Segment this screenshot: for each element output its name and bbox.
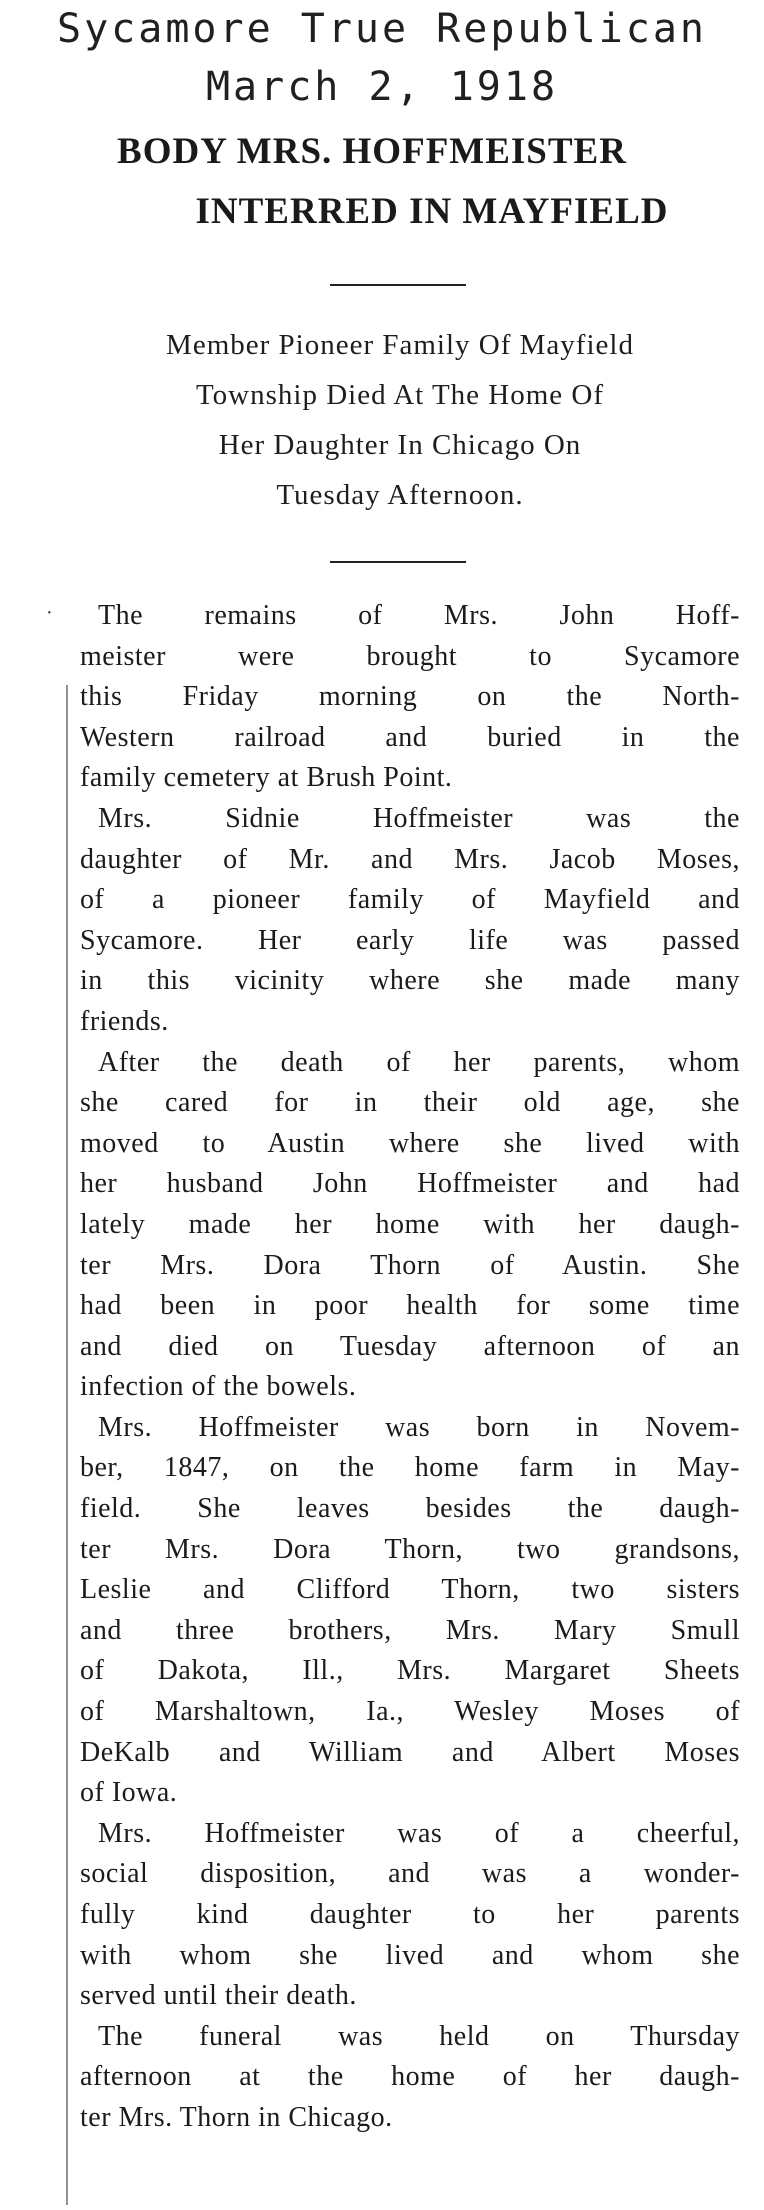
article-line: and three brothers, Mrs. Mary Smull	[80, 1614, 740, 1646]
subheadline-line: Her Daughter In Chicago On	[218, 429, 582, 461]
article-line: moved to Austin where she lived with	[80, 1127, 740, 1159]
subheadline	[60, 320, 740, 520]
article-body	[80, 596, 740, 2139]
article-line: her husband John Hoffmeister and had	[80, 1168, 740, 1200]
article-line: Leslie and Clifford Thorn, two sisters	[80, 1574, 740, 1606]
article-line: Western railroad and buried in the	[80, 721, 740, 753]
article-line: afternoon at the home of her daugh-	[80, 2061, 740, 2093]
article-line: ter Mrs. Dora Thorn, two grandsons,	[80, 1533, 740, 1565]
article-line: fully kind daughter to her parents	[80, 1899, 740, 1930]
article-line: Mrs. Sidnie Hoffmeister was the	[98, 802, 740, 834]
article-line: lately made her home with her daugh-	[80, 1208, 740, 1240]
article-line: The funeral was held on Thursday	[98, 2020, 740, 2052]
article-line: this Friday morning on the North-	[80, 681, 740, 713]
article-line: and died on Tuesday afternoon of an	[80, 1330, 740, 1362]
article-line: meister were brought to Sycamore	[80, 640, 740, 672]
article-line: social disposition, and was a wonder-	[80, 1858, 740, 1890]
article-line: she cared for in their old age, she	[80, 1087, 740, 1119]
publication-date: March 2, 1918	[205, 64, 559, 110]
headline-line-2: INTERRED IN MAYFIELD	[195, 191, 669, 232]
article-line: Mrs. Hoffmeister was of a cheerful,	[98, 1817, 740, 1849]
article-line: ter Mrs. Dora Thorn of Austin. She	[80, 1249, 740, 1281]
article-line: served until their death.	[80, 1980, 357, 2012]
article-line: The remains of Mrs. John Hoff-	[98, 600, 740, 631]
article-line: field. She leaves besides the daugh-	[80, 1493, 740, 1525]
article-line: Mrs. Hoffmeister was born in Novem-	[98, 1411, 740, 1443]
article-line: family cemetery at Brush Point.	[80, 762, 453, 794]
article-line: Sycamore. Her early life was passed	[80, 924, 740, 956]
article-line: of Dakota, Ill., Mrs. Margaret Sheets	[80, 1655, 740, 1687]
print-speck: ·	[46, 602, 53, 624]
article-line: with whom she lived and whom she	[80, 1939, 740, 1971]
article-line: infection of the bowels.	[80, 1371, 357, 1403]
article-line: ter Mrs. Thorn in Chicago.	[80, 2101, 393, 2133]
article-line: of Iowa.	[80, 1777, 178, 1809]
article-line: of a pioneer family of Mayfield and	[80, 884, 740, 916]
divider-rule	[330, 561, 466, 563]
subheadline-line: Township Died At The Home Of	[195, 379, 605, 411]
headline-line-1: BODY MRS. HOFFMEISTER	[117, 131, 627, 172]
article-line: of Marshaltown, Ia., Wesley Moses of	[80, 1696, 740, 1728]
article-line: ber, 1847, on the home farm in May-	[80, 1452, 740, 1484]
divider-rule	[330, 284, 466, 286]
article-line: After the death of her parents, whom	[98, 1046, 740, 1078]
subheadline-line: Member Pioneer Family Of Mayfield	[166, 329, 634, 361]
article-line: friends.	[80, 1005, 169, 1037]
column-rule	[66, 685, 68, 2205]
subheadline-line: Tuesday Afternoon.	[276, 479, 524, 511]
article-line: daughter of Mr. and Mrs. Jacob Moses,	[80, 843, 740, 875]
article-line: in this vicinity where she made many	[80, 965, 740, 997]
publication-name: Sycamore True Republican	[57, 6, 707, 52]
article-line: had been in poor health for some time	[80, 1290, 740, 1322]
article-line: DeKalb and William and Albert Moses	[80, 1736, 740, 1768]
